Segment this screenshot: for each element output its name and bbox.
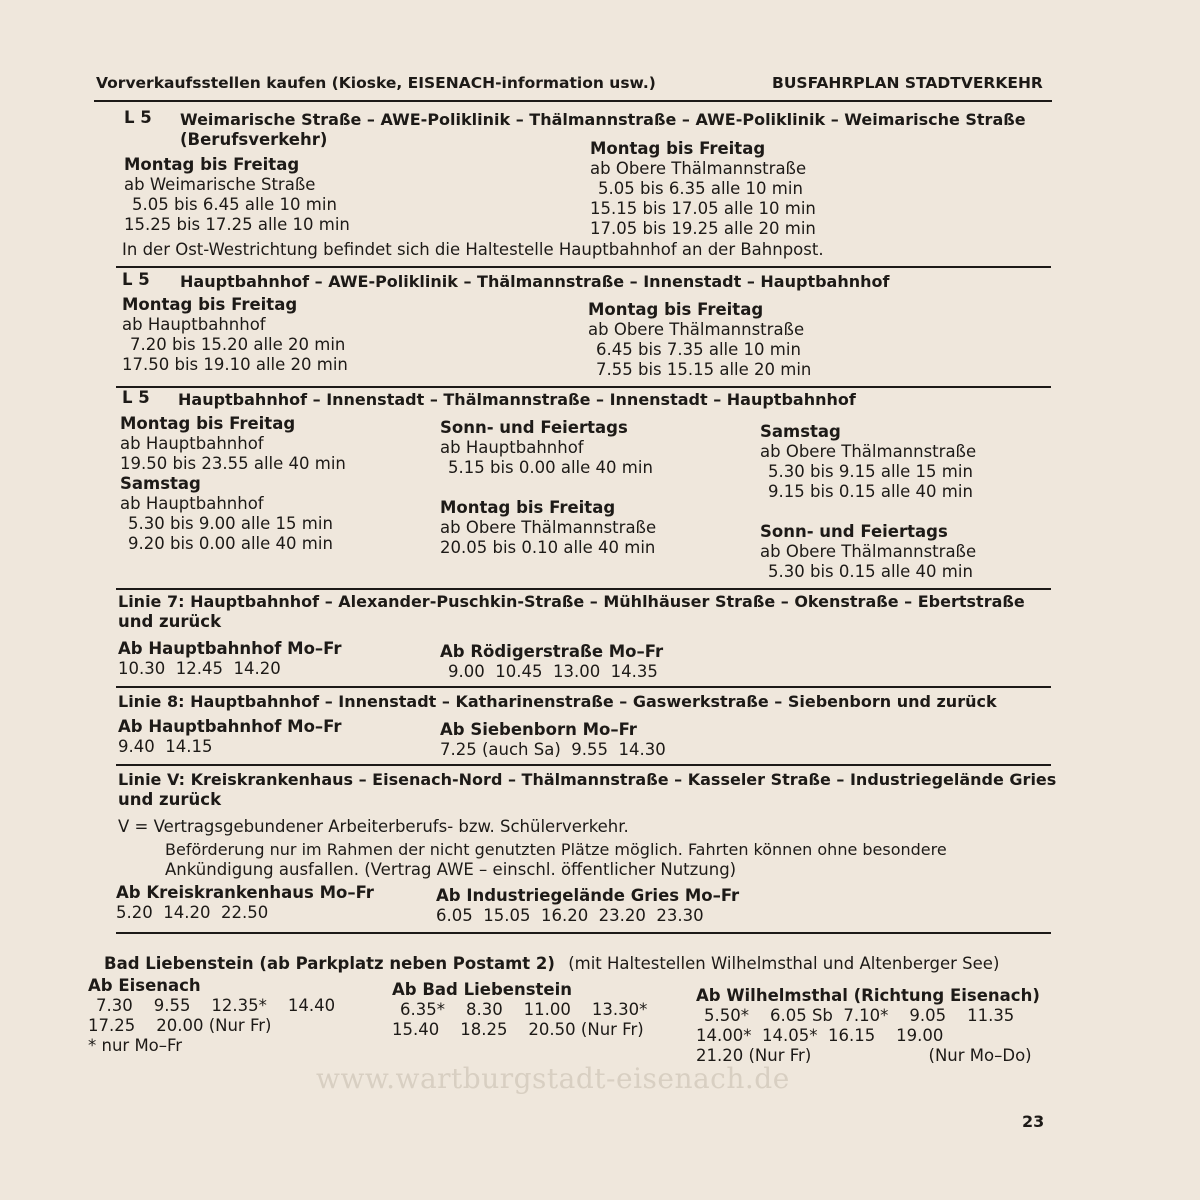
s4-rule [116, 686, 1051, 688]
s2-c1-head: Montag bis Freitag [122, 295, 298, 314]
s3-c1-t1: 19.50 bis 23.55 alle 40 min [120, 454, 346, 473]
s4-route2: und zurück [118, 612, 222, 631]
s2-c1-t2: 17.50 bis 19.10 alle 20 min [122, 355, 348, 374]
s2-rule [116, 386, 1051, 388]
s7-c3-head: Ab Wilhelmsthal (Richtung Eisenach) [696, 986, 1040, 1005]
s5-c1-times: 9.40 14.15 [118, 737, 213, 756]
s1-c1-t1: 5.05 bis 6.45 alle 10 min [132, 195, 337, 214]
s2-line: L 5 [122, 270, 150, 289]
s2-c2-t2: 7.55 bis 15.15 alle 20 min [596, 360, 812, 379]
s6-rule [116, 932, 1051, 934]
s1-note: (Berufsverkehr) [180, 130, 328, 149]
s7-c3-r1: 5.50* 6.05 Sb 7.10* 9.05 11.35 [704, 1006, 1015, 1025]
header-rule [94, 100, 1052, 102]
s1-col1 [124, 155, 350, 235]
s4-c1-times: 10.30 12.45 14.20 [118, 659, 281, 678]
s1-c1-head: Montag bis Freitag [124, 155, 300, 174]
s3-c2-t2: 20.05 bis 0.10 alle 40 min [440, 538, 656, 557]
s3-c2-t1: 5.15 bis 0.00 alle 40 min [448, 458, 653, 477]
s1-col2 [590, 139, 816, 239]
s6-col2 [436, 886, 739, 926]
s3-c2-head: Sonn- und Feiertags [440, 418, 628, 437]
s3-c2-head2: Montag bis Freitag [440, 498, 616, 517]
s4-c2-times: 9.00 10.45 13.00 14.35 [448, 662, 658, 681]
s3-c3-from: ab Obere Thälmannstraße [760, 442, 977, 461]
s3-col3 [760, 422, 976, 582]
s2-c2-from: ab Obere Thälmannstraße [588, 320, 805, 339]
s6-c1-head: Ab Kreiskrankenhaus Mo–Fr [116, 883, 374, 902]
s6-v1: V = Vertragsgebundener Arbeiterberufs- bzw. Schülerverkehr. [118, 817, 629, 836]
s3-rule [116, 588, 1051, 590]
s1-line: L 5 [124, 108, 152, 127]
s6-c2-head: Ab Industriegelände Gries Mo–Fr [436, 886, 740, 905]
s4-c2-head: Ab Rödigerstraße Mo–Fr [440, 642, 664, 661]
s4-col2 [440, 642, 663, 682]
s7-col1 [88, 976, 335, 1056]
s1-c2-from: ab Obere Thälmannstraße [590, 159, 807, 178]
s7-title-note: (mit Haltestellen Wilhelmsthal und Altenberger See) [568, 954, 1000, 973]
s1-c2-head: Montag bis Freitag [590, 139, 766, 158]
s7-c2-r1: 6.35* 8.30 11.00 13.30* [400, 1000, 648, 1019]
s2-col2 [588, 300, 811, 380]
s7-c1-r2: 17.25 20.00 (Nur Fr) [88, 1016, 272, 1035]
s2-col1 [122, 295, 348, 375]
s5-route: Linie 8: Hauptbahnhof – Innenstadt – Katharinenstraße – Gaswerkstraße – Siebenborn und zurück [118, 692, 997, 711]
s7-c3-r2: 14.00* 14.05* 16.15 19.00 [696, 1026, 944, 1045]
s2-c1-from: ab Hauptbahnhof [122, 315, 266, 334]
s1-c2-t2: 15.15 bis 17.05 alle 10 min [590, 199, 816, 218]
watermark-text: www.wartburgstadt-eisenach.de [316, 1062, 790, 1095]
s6-route: Linie V: Kreiskrankenhaus – Eisenach-Nord – Thälmannstraße – Kasseler Straße – Industriegelände Gries [118, 770, 1057, 789]
s1-c2-t1: 5.05 bis 6.35 alle 10 min [598, 179, 803, 198]
s6-v3: Ankündigung ausfallen. (Vertrag AWE – einschl. öffentlicher Nutzung) [165, 860, 737, 879]
s7-c2-r2: 15.40 18.25 20.50 (Nur Fr) [392, 1020, 644, 1039]
s3-c1-from2: ab Hauptbahnhof [120, 494, 264, 513]
s5-col1 [118, 717, 342, 757]
header-right: BUSFAHRPLAN STADTVERKEHR [772, 74, 1043, 92]
s3-c1-t2: 5.30 bis 9.00 alle 15 min [128, 514, 333, 533]
s7-c1-head: Ab Eisenach [88, 976, 201, 995]
s3-c1-head2: Samstag [120, 474, 201, 493]
s7-title-line [104, 954, 999, 973]
s3-col1 [120, 414, 346, 554]
s5-c1-head: Ab Hauptbahnhof Mo–Fr [118, 717, 342, 736]
s3-col2 [440, 418, 656, 558]
s2-c2-t1: 6.45 bis 7.35 alle 10 min [596, 340, 801, 359]
s1-c1-t2: 15.25 bis 17.25 alle 10 min [124, 215, 350, 234]
s7-c1-r1: 7.30 9.55 12.35* 14.40 [96, 996, 336, 1015]
s1-footnote: In der Ost-Westrichtung befindet sich die Haltestelle Hauptbahnhof an der Bahnpost. [122, 240, 824, 259]
s5-c2-times: 7.25 (auch Sa) 9.55 14.30 [440, 740, 666, 759]
s1-c1-from: ab Weimarische Straße [124, 175, 316, 194]
s3-c3-t3: 5.30 bis 0.15 alle 40 min [768, 562, 973, 581]
s6-c1-times: 5.20 14.20 22.50 [116, 903, 269, 922]
s7-c3-r3-note: (Nur Mo–Do) [928, 1046, 1032, 1065]
s7-c3-r3-time: 21.20 (Nur Fr) [696, 1046, 812, 1065]
s6-col1 [116, 883, 374, 923]
s4-route: Linie 7: Hauptbahnhof – Alexander-Puschkin-Straße – Mühlhäuser Straße – Okenstraße – Ebertstraße [118, 592, 1025, 611]
s3-c3-head: Samstag [760, 422, 841, 441]
s7-col2 [392, 980, 647, 1040]
s7-c2-head: Ab Bad Liebenstein [392, 980, 573, 999]
s3-c2-from2: ab Obere Thälmannstraße [440, 518, 657, 537]
s2-c1-t1: 7.20 bis 15.20 alle 20 min [130, 335, 346, 354]
s3-c1-from: ab Hauptbahnhof [120, 434, 264, 453]
s7-col3 [696, 986, 1040, 1066]
s7-title: Bad Liebenstein (ab Parkplatz neben Postamt 2) [104, 954, 555, 973]
s4-c1-head: Ab Hauptbahnhof Mo–Fr [118, 639, 342, 658]
header-left: Vorverkaufsstellen kaufen (Kioske, EISENACH-information usw.) [96, 74, 656, 92]
s6-v2: Beförderung nur im Rahmen der nicht genutzten Plätze möglich. Fahrten können ohne besondere [165, 840, 947, 859]
s1-rule [116, 266, 1051, 268]
s3-c2-from: ab Hauptbahnhof [440, 438, 584, 457]
s4-col1 [118, 639, 342, 679]
s2-c2-head: Montag bis Freitag [588, 300, 764, 319]
s5-rule [116, 764, 1051, 766]
s3-c3-t1: 5.30 bis 9.15 alle 15 min [768, 462, 973, 481]
s3-c1-t3: 9.20 bis 0.00 alle 40 min [128, 534, 333, 553]
s1-c2-t3: 17.05 bis 19.25 alle 20 min [590, 219, 816, 238]
s1-route: Weimarische Straße – AWE-Poliklinik – Thälmannstraße – AWE-Poliklinik – Weimarische Straße [180, 110, 1026, 129]
page-number: 23 [1022, 1112, 1045, 1131]
s3-c3-t2: 9.15 bis 0.15 alle 40 min [768, 482, 973, 501]
s6-route2: und zurück [118, 790, 222, 809]
s5-col2 [440, 720, 666, 760]
s7-c1-note: * nur Mo–Fr [88, 1036, 183, 1055]
s3-line: L 5 [122, 388, 150, 407]
s3-c3-from2: ab Obere Thälmannstraße [760, 542, 977, 561]
s2-route: Hauptbahnhof – AWE-Poliklinik – Thälmannstraße – Innenstadt – Hauptbahnhof [180, 272, 890, 291]
s5-c2-head: Ab Siebenborn Mo–Fr [440, 720, 637, 739]
s6-c2-times: 6.05 15.05 16.20 23.20 23.30 [436, 906, 704, 925]
s3-c3-head2: Sonn- und Feiertags [760, 522, 948, 541]
s3-route: Hauptbahnhof – Innenstadt – Thälmannstraße – Innenstadt – Hauptbahnhof [178, 390, 856, 409]
s3-c1-head: Montag bis Freitag [120, 414, 296, 433]
